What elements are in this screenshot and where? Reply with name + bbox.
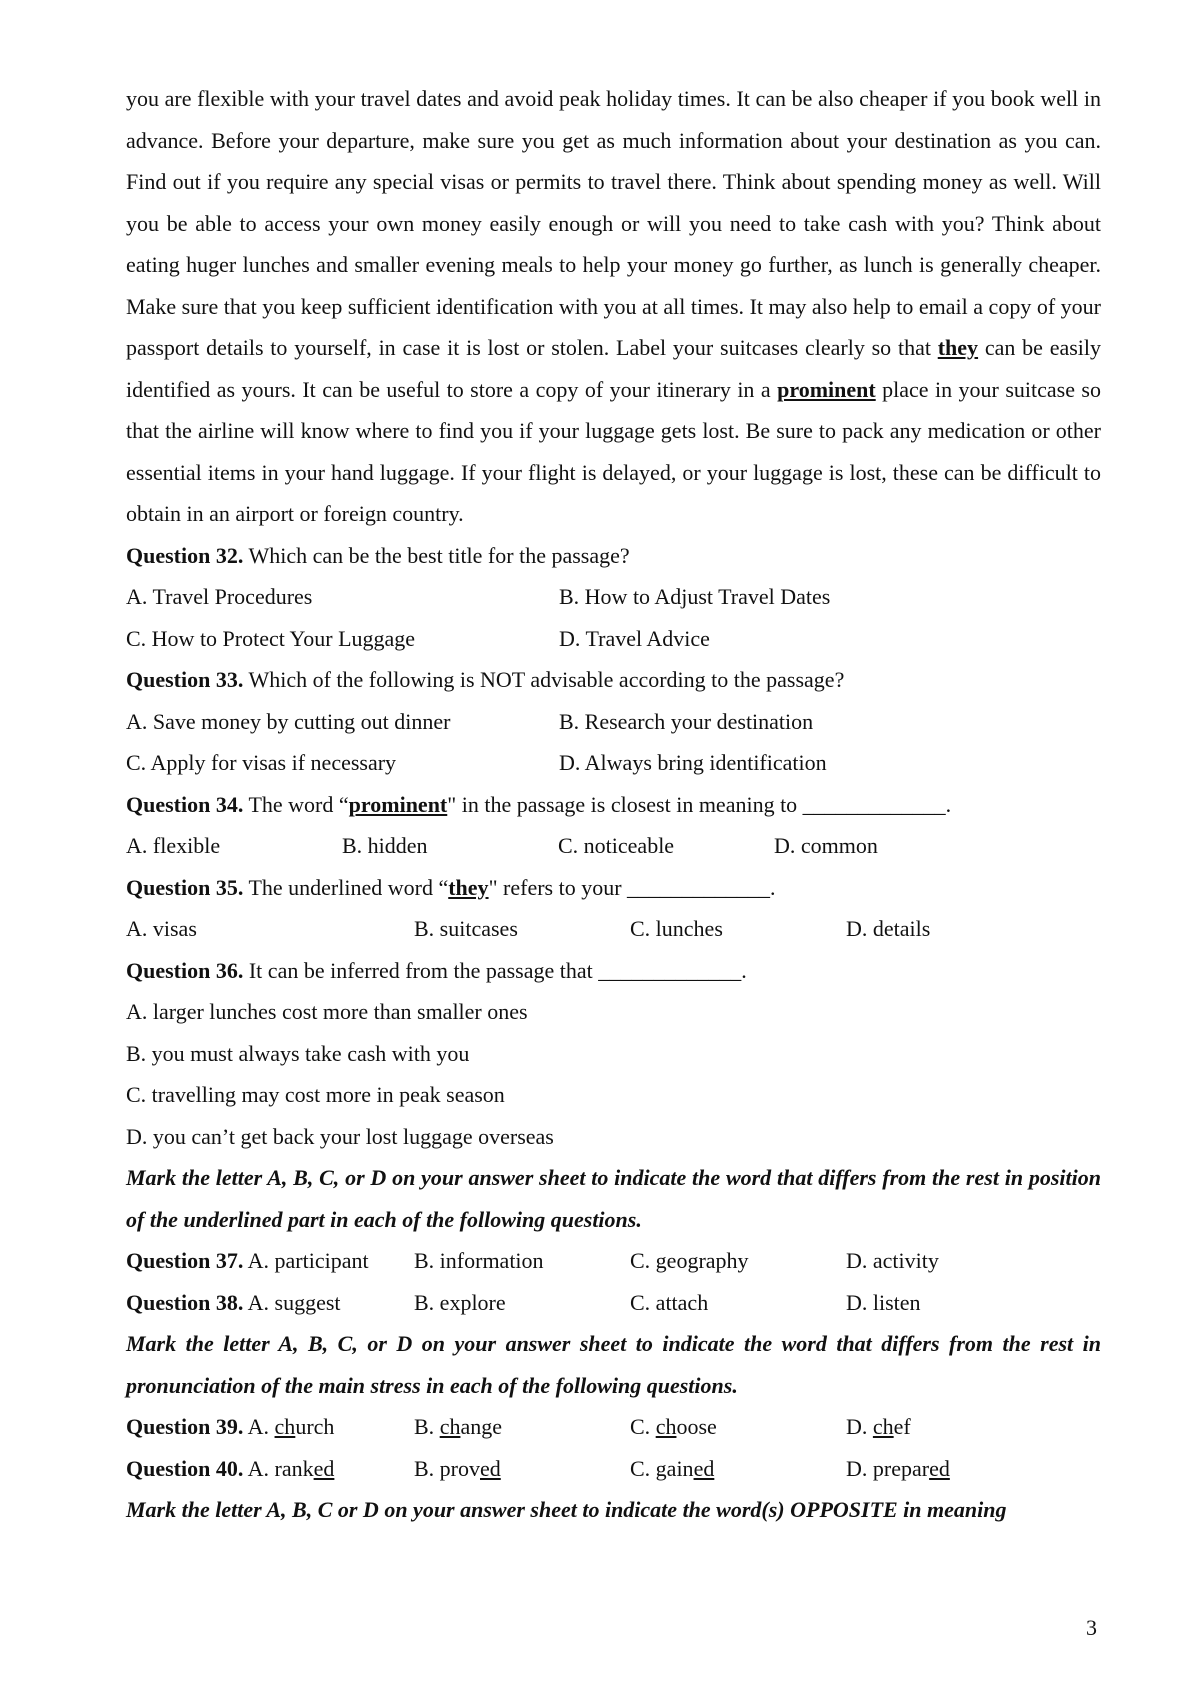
question-number: Question 32. — [126, 542, 244, 568]
underlined-part: ed — [313, 1455, 335, 1481]
question-number: Question 40. — [126, 1455, 244, 1481]
option-a: A. suggest — [243, 1289, 341, 1315]
page-number: 3 — [1086, 1615, 1097, 1640]
option-d — [846, 1448, 950, 1490]
question-34 — [126, 784, 1101, 826]
option-c — [630, 1448, 846, 1490]
option-c: C. noticeable — [558, 833, 675, 858]
option-rest: oose — [676, 1414, 717, 1439]
underlined-part: ed — [693, 1455, 715, 1481]
option-c: C. geography — [630, 1248, 749, 1273]
option-rest: urch — [295, 1414, 335, 1439]
q32-options-row-1 — [126, 576, 1101, 618]
option-d: D. Always bring identification — [559, 750, 827, 775]
option-d: D. activity — [846, 1248, 939, 1273]
option-c: C. travelling may cost more in peak season — [126, 1082, 505, 1107]
option-label: C. gain — [630, 1455, 694, 1481]
q35-options — [126, 908, 1101, 950]
q34-options — [126, 825, 1101, 867]
question-text: It can be inferred from the passage that _____________. — [243, 957, 747, 983]
underlined-part: ed — [480, 1455, 501, 1481]
question-37 — [126, 1240, 1101, 1282]
option-b: B. you must always take cash with you — [126, 1040, 470, 1066]
option-b: B. hidden — [342, 833, 428, 858]
option-b: B. suitcases — [414, 916, 518, 941]
option-label: A. — [243, 1414, 275, 1439]
option-a: A. flexible — [126, 833, 221, 858]
question-number: Question 37. — [126, 1248, 244, 1273]
underlined-part: ed — [929, 1455, 950, 1481]
question-text-post: " in the passage is closest in meaning to _____________. — [447, 791, 952, 817]
option-a — [243, 1414, 334, 1439]
option-b — [414, 1448, 630, 1490]
section-instruction: Mark the letter A, B, C, or D on your answer sheet to indicate the word that differs from the rest in pronunciation of the main stress in each of the following questions. — [126, 1331, 1101, 1398]
question-number: Question 34. — [126, 791, 244, 817]
question-number: Question 38. — [126, 1289, 244, 1315]
underlined-part: ch — [655, 1414, 677, 1439]
option-a: A. visas — [126, 916, 197, 941]
question-number: Question 35. — [126, 874, 244, 900]
option-a: A. larger lunches cost more than smaller ones — [126, 999, 528, 1024]
option-label: D. — [846, 1414, 873, 1439]
passage-text-1: you are flexible with your travel dates and avoid peak holiday times. It can be also cheaper if you book well in advance. Before your departure, make sure you get as much information about your destination as you can. Find out if you require any special visas or permits to travel there. Think about spending money as well. Will you be able to access your own money easily enough or will you need to take cash with you? Think about eating huger lunches and smaller evening meals to help your money go further, as lunch is generally cheaper. Make sure that you keep sufficient identification with you at all times. It may also help to email a copy of your passport details to yourself, in case it is lost or stolen. Label your suitcases clearly so that — [126, 86, 1101, 360]
underlined-part: ch — [872, 1414, 894, 1439]
question-32 — [126, 535, 1101, 577]
question-36 — [126, 950, 1101, 992]
q33-options-row-2 — [126, 742, 1101, 784]
question-number: Question 33. — [126, 667, 244, 692]
passage-text-3: place in your suitcase so that the airline will know where to find you if your luggage gets lost. Be sure to pack any medication or other essential items in your hand luggage. If your flight is delayed, or your luggage is lost, these can be difficult to obtain in an airport or foreign country. — [126, 376, 1101, 526]
q33-options-row-1 — [126, 701, 1101, 743]
question-text-pre: The word “ — [243, 791, 349, 817]
option-c: C. How to Protect Your Luggage — [126, 625, 416, 651]
question-lead — [126, 1240, 414, 1282]
option-d: D. listen — [846, 1289, 921, 1315]
option-d: D. common — [774, 833, 878, 858]
question-lead — [126, 1406, 414, 1448]
option-d: D. details — [846, 916, 931, 941]
underlined-part: ch — [274, 1414, 296, 1439]
option-c: C. lunches — [630, 916, 723, 941]
option-b: B. information — [414, 1248, 544, 1273]
question-39 — [126, 1406, 1101, 1448]
question-keyword: prominent — [348, 791, 448, 817]
question-text: Which of the following is NOT advisable according to the passage? — [243, 667, 845, 692]
option-a — [243, 1456, 334, 1481]
option-d: D. you can’t get back your lost luggage overseas — [126, 1123, 554, 1149]
option-c: C. Apply for visas if necessary — [126, 750, 397, 775]
section-instruction: Mark the letter A, B, C, or D on your answer sheet to indicate the word that differs from the rest in position of the underlined part in each of the following questions. — [126, 1165, 1101, 1232]
question-text-pre: The underlined word “ — [243, 874, 449, 900]
section-instruction: Mark the letter A, B, C or D on your answer sheet to indicate the word(s) OPPOSITE in meaning — [126, 1497, 1007, 1522]
question-33 — [126, 659, 1101, 701]
option-c — [630, 1406, 846, 1448]
option-a: A. Travel Procedures — [126, 584, 313, 609]
option-label: A. rank — [243, 1455, 314, 1481]
question-35 — [126, 867, 1101, 909]
option-rest: ange — [460, 1414, 502, 1439]
passage-word-prominent: prominent — [777, 376, 876, 402]
option-b: B. explore — [414, 1289, 506, 1315]
reading-passage — [126, 78, 1101, 535]
question-40 — [126, 1448, 1101, 1490]
underlined-part: ch — [439, 1414, 461, 1439]
option-label: D. prepar — [846, 1455, 930, 1481]
option-a: A. Save money by cutting out dinner — [126, 708, 451, 734]
option-label: B. prov — [414, 1455, 480, 1481]
question-38 — [126, 1282, 1101, 1324]
option-label: C. — [630, 1414, 656, 1439]
option-rest: ef — [893, 1414, 911, 1439]
option-d: D. Travel Advice — [559, 625, 710, 651]
question-number: Question 39. — [126, 1414, 244, 1439]
option-a: A. participant — [243, 1248, 369, 1273]
option-b: B. How to Adjust Travel Dates — [559, 584, 831, 609]
document-page — [126, 78, 1101, 1531]
question-lead — [126, 1448, 414, 1490]
option-c: C. attach — [630, 1289, 709, 1315]
question-number: Question 36. — [126, 957, 244, 983]
question-text-post: " refers to your _____________. — [488, 874, 776, 900]
passage-word-they: they — [937, 335, 979, 360]
option-label: B. — [414, 1414, 440, 1439]
passage-text-2: can be easily identified as yours. It can be useful to store a copy of your itinerary in a — [126, 335, 1102, 402]
option-b: B. Research your destination — [559, 708, 814, 734]
q32-options-row-2 — [126, 618, 1101, 660]
option-b — [414, 1406, 630, 1448]
option-d — [846, 1406, 911, 1448]
question-keyword: they — [448, 874, 489, 900]
question-text: Which can be the best title for the passage? — [243, 542, 630, 568]
question-lead — [126, 1282, 414, 1324]
